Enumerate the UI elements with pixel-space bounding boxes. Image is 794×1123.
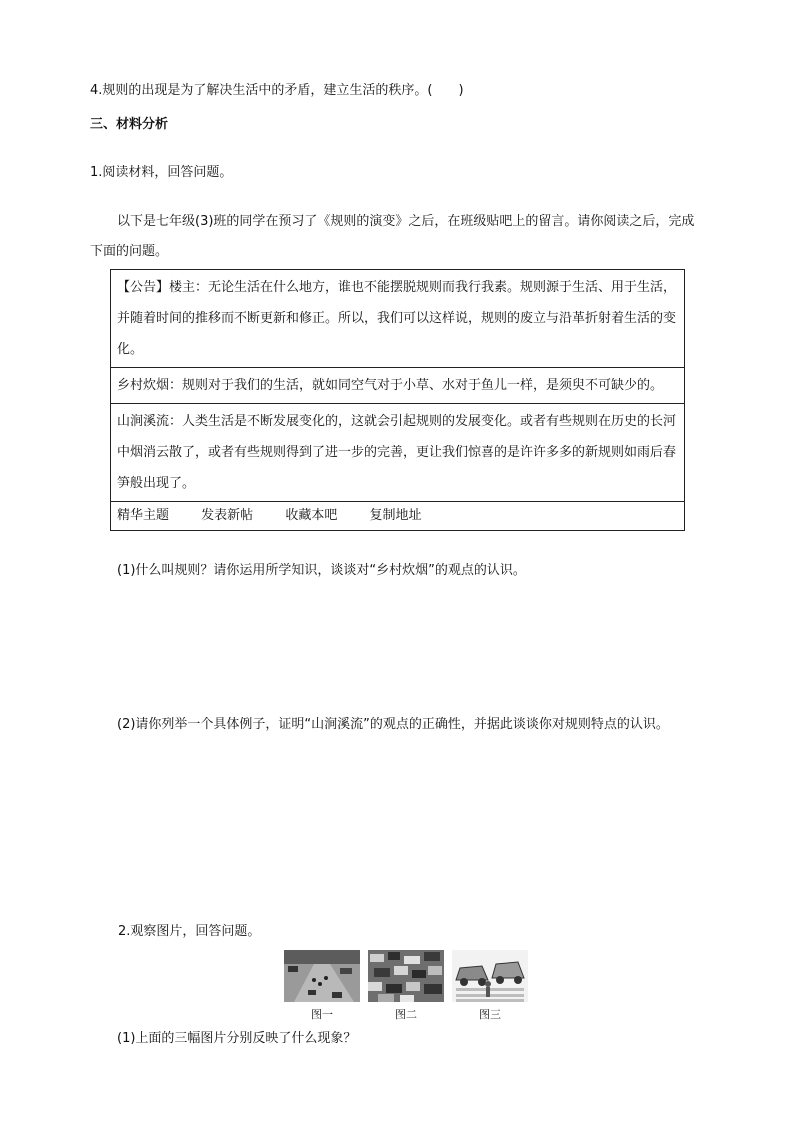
figure-2-caption: 图二 (395, 1008, 417, 1021)
question-2-sub-1: (1)上面的三幅图片分别反映了什么现象？ (117, 1031, 357, 1046)
post-text: 人类生活是不断发展变化的，这就会引起规则的发展变化。或者有些规则在历史的长河中烟消云散了，或者有些规则得到了进一步的完善，更让我们惊喜的是许许多多的新规则如雨后春笋般出现了。 (117, 414, 677, 491)
question-1-sub-1: (1)什么叫规则？请你运用所学知识，谈谈对“乡村炊烟”的观点的认识。 (117, 563, 526, 578)
board-footer (111, 502, 685, 531)
question-4: 4.规则的出现是为了解决生活中的矛盾，建立生活的秩序。( ) (90, 83, 464, 98)
post-author: 山涧溪流： (117, 414, 183, 429)
figure-row (284, 950, 526, 1022)
footer-featured: 精华主题 (117, 508, 170, 523)
section-title: 三、材料分析 (90, 117, 169, 132)
footer-bookmark: 收藏本吧 (285, 508, 338, 523)
post-village-smoke (111, 368, 685, 404)
figure-3-crosswalk-cartoon-image (452, 950, 528, 1002)
footer-new-post: 发表新帖 (201, 508, 254, 523)
forum-board-table (110, 269, 685, 531)
figure-2-traffic-jam-image (368, 950, 444, 1002)
material-paragraph: 以下是七年级(3)班的同学在预习了《规则的演变》之后，在班级贴吧上的留言。请你阅读之后，完成下面的问题。 (90, 214, 695, 259)
post-text: 规则对于我们的生活，就如同空气对于小草、水对于鱼儿一样，是须臾不可缺少的。 (182, 378, 664, 393)
post-author: 【公告】楼主： (117, 280, 209, 295)
figure-1-caption: 图一 (311, 1008, 333, 1021)
post-text: 无论生活在什么地方，谁也不能摆脱规则而我行我素。规则源于生活、用于生活，并随着时间的推移而不断更新和修正。所以，我们可以这样说，规则的废立与沿革折射着生活的变化。 (117, 280, 677, 357)
post-announcement (111, 270, 685, 368)
figure-1-street-image (284, 950, 360, 1002)
footer-copy-address: 复制地址 (369, 508, 422, 523)
question-2-intro: 2.观察图片，回答问题。 (118, 924, 261, 939)
post-author: 乡村炊烟： (117, 378, 183, 393)
post-mountain-stream (111, 404, 685, 502)
question-1-intro: 1.阅读材料，回答问题。 (90, 165, 233, 180)
question-1-sub-2: (2)请你列举一个具体例子，证明“山涧溪流”的观点的正确性，并据此谈谈你对规则特点的认识。 (117, 717, 669, 732)
figure-3-caption: 图三 (479, 1008, 501, 1021)
